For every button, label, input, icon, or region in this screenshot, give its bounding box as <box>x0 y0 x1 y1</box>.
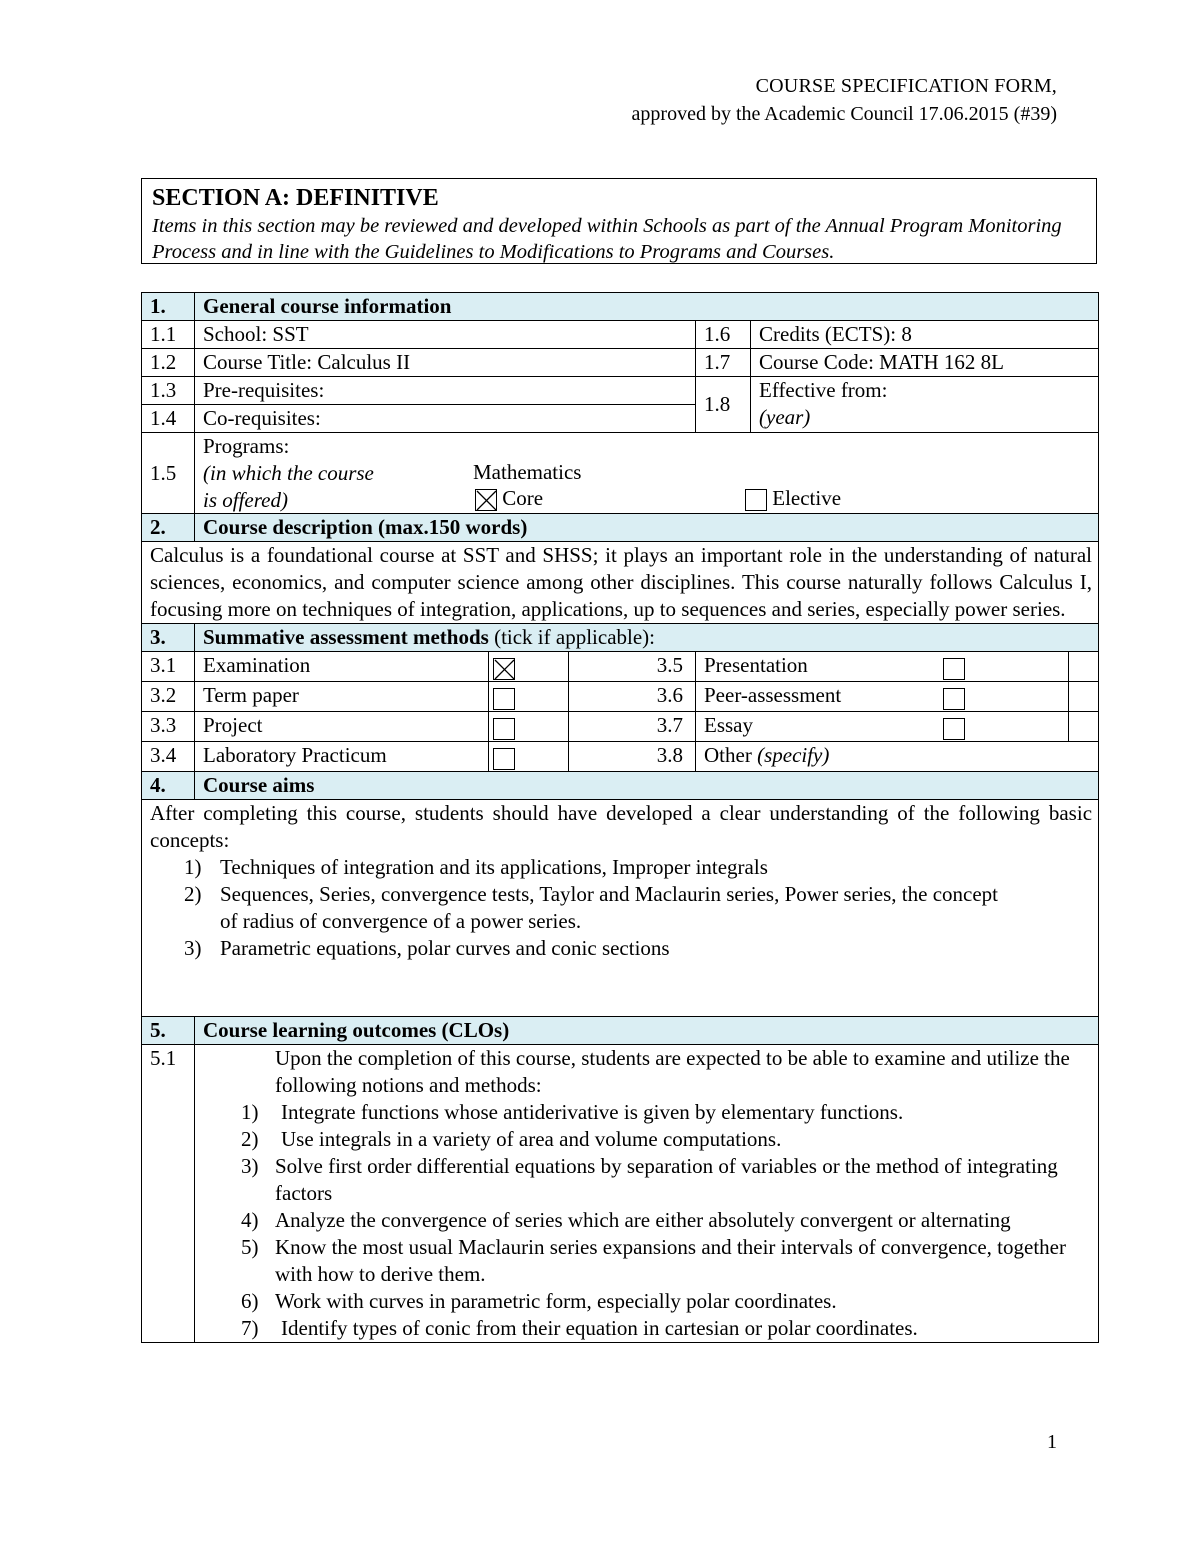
clos-intro: Upon the completion of this course, students are expected to be able to examine and utilize the following notions and methods: <box>275 1046 1070 1097</box>
item-text: Know the most usual Maclaurin series expansions and their intervals of convergence, together with how to derive them. <box>275 1235 1066 1286</box>
assessment-check-cell <box>489 682 569 712</box>
section-heading: Course learning outcomes (CLOs) <box>195 1017 1099 1045</box>
assessment-label: Essay <box>696 712 1069 742</box>
row-num: 3.4 <box>142 742 195 772</box>
assessment-label: Presentation <box>696 652 1069 682</box>
row-num: 3.5 <box>569 652 696 682</box>
prerequisites-field: Pre-requisites: <box>195 377 696 405</box>
page-header <box>632 72 1057 128</box>
row-num: 3.7 <box>569 712 696 742</box>
item-text: Work with curves in parametric form, especially polar coordinates. <box>275 1289 837 1313</box>
general-row <box>142 349 1099 377</box>
row-num: 3.2 <box>142 682 195 712</box>
item-text: Identify types of conic from their equation in cartesian or polar coordinates. <box>281 1316 918 1340</box>
item-text: Use integrals in a variety of area and volume computations. <box>281 1127 782 1151</box>
list-item <box>241 1288 1082 1315</box>
section-num: 4. <box>142 772 195 800</box>
row-num: 1.4 <box>142 405 195 433</box>
list-item <box>241 1099 1082 1126</box>
assessment-row <box>142 712 1099 742</box>
examination-checkbox[interactable] <box>493 658 515 680</box>
presentation-checkbox[interactable] <box>943 658 965 680</box>
assessment-check-cell <box>943 652 973 682</box>
row-num: 1.5 <box>142 433 195 514</box>
elective-checkbox[interactable] <box>745 489 767 511</box>
assessment-check-cell <box>943 712 973 742</box>
program-name: Mathematics <box>473 460 582 484</box>
form-approval-note: approved by the Academic Council 17.06.2015 (#39) <box>631 103 1057 125</box>
section-note: Items in this section may be reviewed and developed within Schools as part of the Annual Program Monitoring Process and in line with the Guidelines to Modifications to Programs and Courses. <box>152 215 1062 263</box>
clos-list <box>205 1099 1082 1342</box>
course-description: Calculus is a foundational course at SST and SHSS; it plays an important role in the understanding of natural sciences, economics, and computer science among other disciplines. This course naturally follows Calculus I, focusing more on techniques of integration, applications, up to sequences and series, especially power series. <box>142 542 1099 624</box>
item-number: 7) <box>241 1316 259 1340</box>
aims-row <box>142 800 1099 1017</box>
item-number: 1) <box>241 1100 259 1124</box>
row-num: 1.8 <box>696 377 751 433</box>
section-heading: Course aims <box>195 772 1099 800</box>
general-row <box>142 321 1099 349</box>
assessment-label: Peer-assessment <box>696 682 1069 712</box>
section-title: SECTION A: DEFINITIVE <box>152 185 439 211</box>
clos-cell <box>195 1045 1099 1343</box>
row-num: 3.1 <box>142 652 195 682</box>
school-field: School: SST <box>195 321 696 349</box>
section-a-box <box>141 178 1097 264</box>
list-item <box>241 1315 1082 1342</box>
item-text: Techniques of integration and its applications, Improper integrals <box>220 855 768 879</box>
row-num: 1.7 <box>696 349 751 377</box>
effective-from-note: (year) <box>759 405 811 429</box>
row-num: 1.3 <box>142 377 195 405</box>
item-number: 1) <box>184 855 202 879</box>
assessment-row <box>142 742 1099 772</box>
elective-label: Elective <box>772 486 842 510</box>
programs-label: Programs: <box>203 434 290 458</box>
list-item <box>184 935 1092 962</box>
item-text: Integrate functions whose antiderivative is given by elementary functions. <box>281 1100 904 1124</box>
list-item <box>184 854 1092 881</box>
item-number: 6) <box>241 1289 259 1313</box>
assessment-heading: Summative assessment methods <box>203 625 489 649</box>
effective-from-field <box>751 377 1099 433</box>
description-row <box>142 542 1099 624</box>
aims-intro: After completing this course, students should have developed a clear understanding of the following basic concepts: <box>150 801 1093 852</box>
section-heading: General course information <box>195 293 1099 321</box>
assessment-row <box>142 682 1099 712</box>
aims-list <box>150 854 1092 962</box>
laboratory-checkbox[interactable] <box>493 748 515 770</box>
course-spec-table <box>141 292 1099 1343</box>
row-num: 5.1 <box>142 1045 195 1343</box>
item-number: 3) <box>241 1154 259 1178</box>
core-option[interactable] <box>475 485 543 512</box>
peer-assessment-checkbox[interactable] <box>943 688 965 710</box>
clos-header-row <box>142 1017 1099 1045</box>
item-text: Sequences, Series, convergence tests, Taylor and Maclaurin series, Power series, the concept of radius of convergence of a power series. <box>220 882 998 933</box>
list-item <box>241 1126 1082 1153</box>
assessment-check-cell <box>489 652 569 682</box>
assessment-header-row <box>142 624 1099 652</box>
item-number: 5) <box>241 1235 259 1259</box>
section-num: 2. <box>142 514 195 542</box>
general-header-row <box>142 293 1099 321</box>
programs-cell <box>195 433 1099 514</box>
page-number: 1 <box>1047 1431 1057 1453</box>
programs-row <box>142 433 1099 514</box>
description-header-row <box>142 514 1099 542</box>
programs-note: (in which the course <box>203 461 374 485</box>
form-title: COURSE SPECIFICATION FORM, <box>755 75 1057 97</box>
aims-cell <box>142 800 1099 1017</box>
section-heading: Course description (max.150 words) <box>195 514 1099 542</box>
aims-header-row <box>142 772 1099 800</box>
course-code-field: Course Code: MATH 162 8L <box>751 349 1099 377</box>
assessment-check-cell <box>489 742 569 772</box>
assessment-row <box>142 652 1099 682</box>
list-item <box>184 881 1092 935</box>
assessment-heading-note: (tick if applicable): <box>488 625 656 649</box>
credits-field: Credits (ECTS): 8 <box>751 321 1099 349</box>
other-note: (specify) <box>757 743 830 767</box>
core-label: Core <box>502 486 544 510</box>
assessment-label: Term paper <box>195 682 489 712</box>
assessment-label <box>696 742 1099 772</box>
row-num: 1.6 <box>696 321 751 349</box>
assessment-check-cell <box>489 712 569 742</box>
check-x-icon <box>494 659 516 681</box>
row-num: 3.3 <box>142 712 195 742</box>
section-num: 1. <box>142 293 195 321</box>
elective-option[interactable] <box>745 485 841 512</box>
assessment-label: Project <box>195 712 489 742</box>
effective-from-label: Effective from: <box>759 378 888 402</box>
core-checkbox[interactable] <box>475 489 497 511</box>
course-title-field: Course Title: Calculus II <box>195 349 696 377</box>
item-number: 2) <box>184 882 202 906</box>
list-item <box>241 1153 1082 1207</box>
section-num: 5. <box>142 1017 195 1045</box>
assessment-label: Laboratory Practicum <box>195 742 489 772</box>
project-checkbox[interactable] <box>493 718 515 740</box>
list-item <box>241 1234 1082 1288</box>
assessment-check-cell <box>943 682 973 712</box>
term-paper-checkbox[interactable] <box>493 688 515 710</box>
assessment-label: Examination <box>195 652 489 682</box>
item-number: 3) <box>184 936 202 960</box>
row-num: 3.6 <box>569 682 696 712</box>
corequisites-field: Co-requisites: <box>195 405 696 433</box>
row-num: 1.1 <box>142 321 195 349</box>
row-num: 1.2 <box>142 349 195 377</box>
item-number: 2) <box>241 1127 259 1151</box>
general-row <box>142 377 1099 405</box>
item-text: Analyze the convergence of series which are either absolutely convergent or alternating <box>275 1208 1011 1232</box>
item-number: 4) <box>241 1208 259 1232</box>
clos-row <box>142 1045 1099 1343</box>
row-num: 3.8 <box>569 742 696 772</box>
other-label: Other <box>704 743 752 767</box>
essay-checkbox[interactable] <box>943 718 965 740</box>
item-text: Parametric equations, polar curves and conic sections <box>220 936 670 960</box>
list-item <box>241 1207 1082 1234</box>
check-x-icon <box>476 490 498 512</box>
programs-note: is offered) <box>203 488 288 512</box>
item-text: Solve first order differential equations by separation of variables or the method of integrating factors <box>275 1154 1058 1205</box>
section-heading <box>195 624 1099 652</box>
section-num: 3. <box>142 624 195 652</box>
